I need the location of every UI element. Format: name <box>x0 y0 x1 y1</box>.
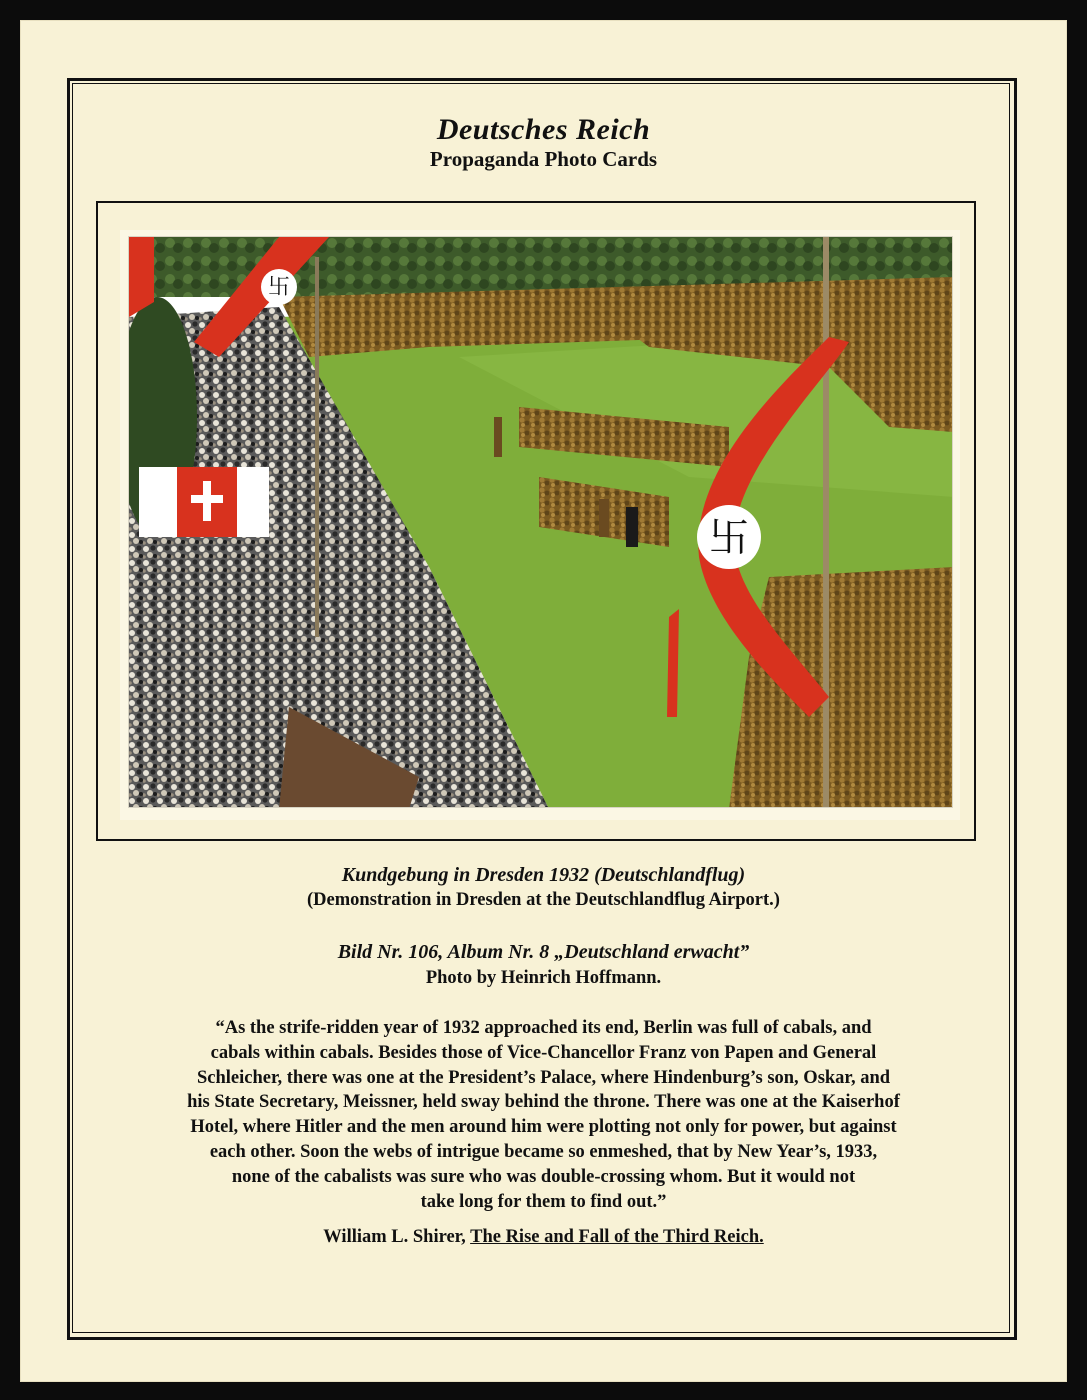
svg-text:卐: 卐 <box>267 275 291 300</box>
quote-attribution <box>20 1227 1067 1248</box>
photo-caption-title: Kundgebung in Dresden 1932 (Deutschlandflug) <box>341 864 746 886</box>
page-subtitle: Propaganda Photo Cards <box>429 147 658 171</box>
historical-quote: “As the strife-ridden year of 1932 approached its end, Berlin was full of cabals, and cabals within cabals. Besides those of Vice-Chancellor Franz von Papen and General Schleicher, there was one at the President’s Palace, where Hindenburg’s son, Oskar, and his State Secretary, Meissner, held sway behind the throne. There was one at the Kaiserhof Hotel, where Hitler and the men around him were plotting not only for power, but against each other. Soon the webs of intrigue became so enmeshed, that by New Year’s, 1933, none of the cabalists was sure who was double-crossing whom. But it would not take long for them to find out.” <box>187 1018 900 1212</box>
rally-photo <box>128 236 953 808</box>
svg-text:卐: 卐 <box>709 515 749 561</box>
album-page <box>20 20 1067 1382</box>
attribution-book-title: The Rise and Fall of the Third Reich. <box>470 1227 764 1247</box>
photo-caption-translation: (Demonstration in Dresden at the Deutschlandflug Airport.) <box>307 890 780 910</box>
attribution-author: William L. Shirer, <box>323 1227 471 1247</box>
album-reference: Bild Nr. 106, Album Nr. 8 „Deutschland erwacht” <box>337 941 750 963</box>
photo-credit: Photo by Heinrich Hoffmann. <box>425 968 662 988</box>
page-title: Deutsches Reich <box>436 113 651 146</box>
